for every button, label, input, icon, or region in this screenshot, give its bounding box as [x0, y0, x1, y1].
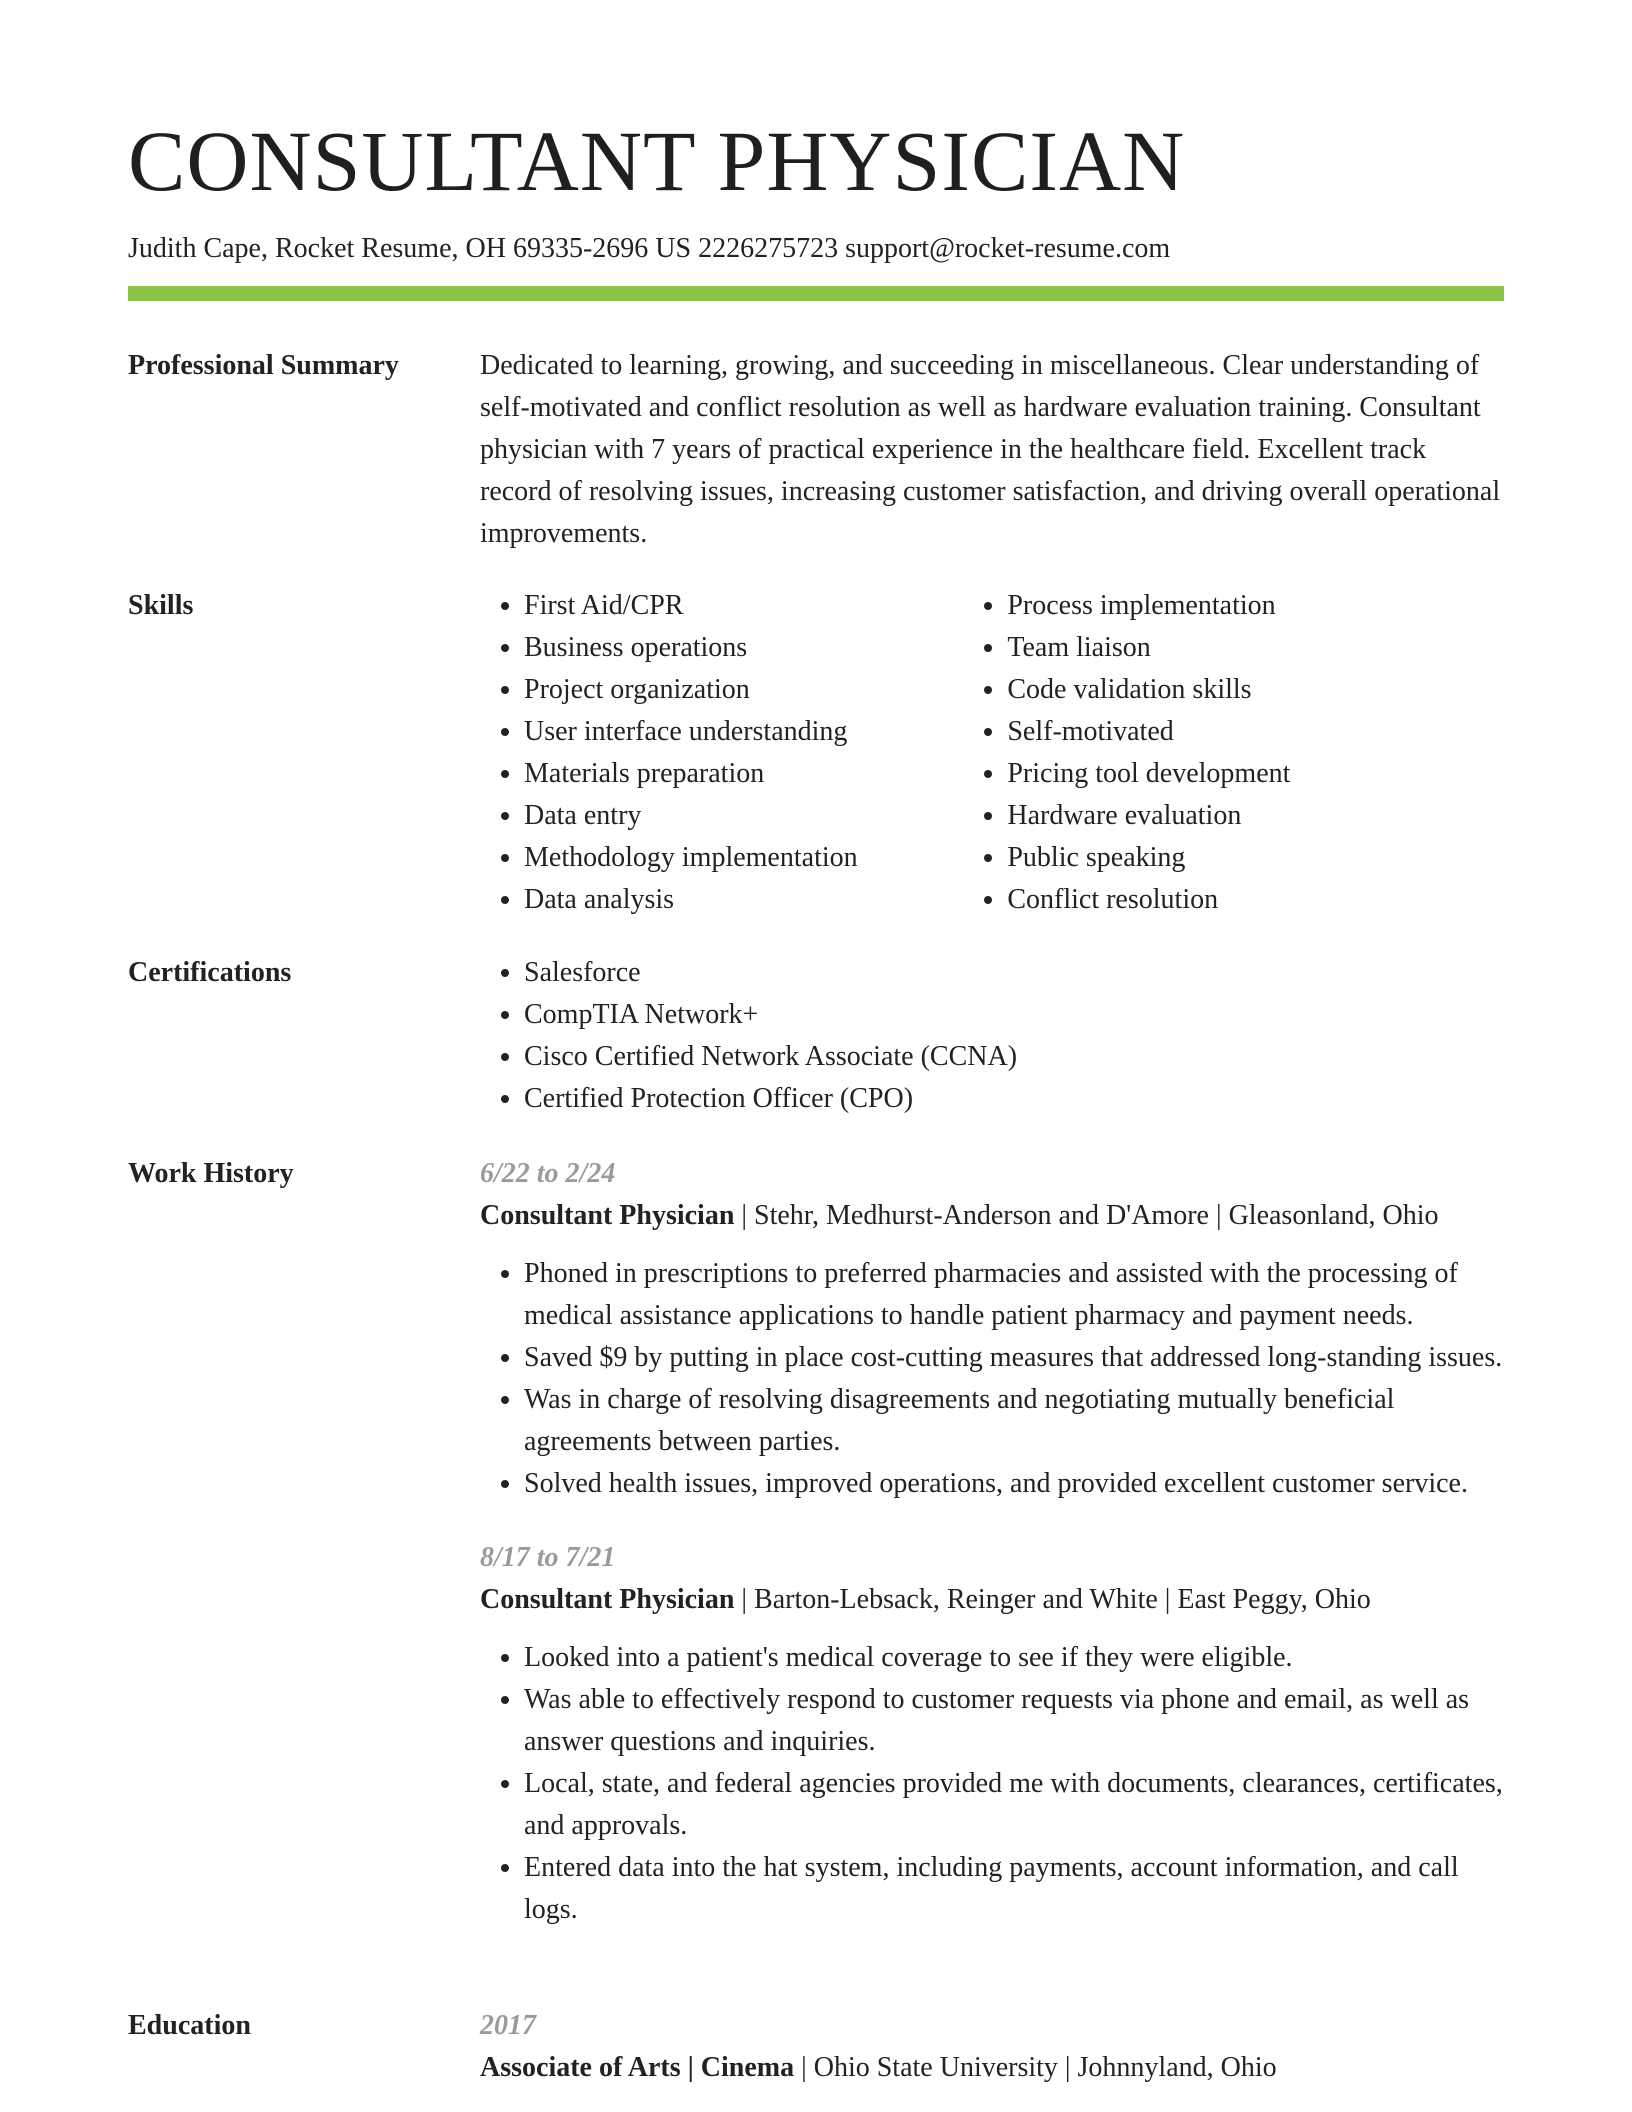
job-bullet-list	[480, 1637, 1504, 1931]
certification-item: • Cisco Certified Network Associate (CCNA)	[524, 1036, 1504, 1078]
job-dates: 8/17 to 7/21	[480, 1542, 616, 1573]
job-bullet: • Saved $9 by putting in place cost-cutting measures that addressed long-standing issues.	[524, 1337, 1504, 1379]
job-bullet: • Looked into a patient's medical coverage to see if they were eligible.	[524, 1637, 1504, 1679]
summary-body	[480, 345, 1504, 555]
job-entry	[480, 1537, 1504, 1931]
job-title: Consultant Physician	[480, 1584, 735, 1615]
skill-item: • Business operations	[524, 627, 963, 669]
skill-item: • Pricing tool development	[1007, 753, 1504, 795]
contact-line: Judith Cape, Rocket Resume, OH 69335-2696 US 2226275723 support@rocket-resume.com	[128, 233, 1171, 264]
job-entry	[480, 1153, 1504, 1505]
skill-item: • Code validation skills	[1007, 669, 1504, 711]
job-bullet: • Local, state, and federal agencies provided me with documents, clearances, certificates, and approvals.	[524, 1763, 1504, 1847]
education-degree-line	[480, 2047, 1504, 2089]
job-title: Consultant Physician	[480, 1200, 735, 1231]
certification-item: • Salesforce	[524, 952, 1504, 994]
skill-item: • Process implementation	[1007, 585, 1504, 627]
job-company-location: | Barton-Lebsack, Reinger and White | East Peggy, Ohio	[734, 1584, 1371, 1615]
job-bullet: • Was able to effectively respond to customer requests via phone and email, as well as answer questions and inquiries.	[524, 1679, 1504, 1763]
skill-item: • Public speaking	[1007, 837, 1504, 879]
education-degree: Associate of Arts | Cinema	[480, 2052, 795, 2083]
skill-item: • Materials preparation	[524, 753, 963, 795]
certification-item: • CompTIA Network+	[524, 994, 1504, 1036]
job-bullet: • Phoned in prescriptions to preferred pharmacies and assisted with the processing of medical assistance applications to handle patient pharmacy and payment needs.	[524, 1253, 1504, 1337]
education-year: 2017	[480, 2010, 536, 2041]
skills-list-right	[963, 585, 1504, 921]
section-label-professional-summary: Professional Summary	[128, 350, 399, 381]
skills-list-left	[480, 585, 963, 921]
header-divider	[128, 286, 1504, 301]
certifications-list	[480, 952, 1504, 1120]
education-school-location: | Ohio State University | Johnnyland, Ohio	[794, 2052, 1277, 2083]
skill-item: • First Aid/CPR	[524, 585, 963, 627]
skill-item: • Methodology implementation	[524, 837, 963, 879]
work-history-body	[480, 1153, 1504, 1931]
section-label-work-history: Work History	[128, 1158, 294, 1189]
job-company-location: | Stehr, Medhurst-Anderson and D'Amore | Gleasonland, Ohio	[734, 1200, 1439, 1231]
summary-text: Dedicated to learning, growing, and succeeding in miscellaneous. Clear understanding of self-motivated and conflict resolution as well as hardware evaluation training. Consultant physician with 7 years of practical experience in the healthcare field. Excellent track record of resolving issues, increasing customer satisfaction, and driving overall operational improvements.	[480, 350, 1501, 549]
skill-item: • Data analysis	[524, 879, 963, 921]
education-body	[480, 2005, 1504, 2089]
skill-item: • Project organization	[524, 669, 963, 711]
job-role-line	[480, 1195, 1504, 1237]
section-label-certifications: Certifications	[128, 957, 292, 988]
skill-item: • Self-motivated	[1007, 711, 1504, 753]
job-role-line	[480, 1579, 1504, 1621]
skills-body	[480, 585, 1504, 921]
job-bullet: • Entered data into the hat system, including payments, account information, and call logs.	[524, 1847, 1504, 1931]
job-bullet-list	[480, 1253, 1504, 1505]
section-label-education: Education	[128, 2010, 251, 2041]
skill-item: • User interface understanding	[524, 711, 963, 753]
section-label-skills: Skills	[128, 590, 194, 621]
skill-item: • Conflict resolution	[1007, 879, 1504, 921]
job-dates: 6/22 to 2/24	[480, 1158, 616, 1189]
page-title: CONSULTANT PHYSICIAN	[128, 113, 1186, 209]
skill-item: • Team liaison	[1007, 627, 1504, 669]
skill-item: • Data entry	[524, 795, 963, 837]
certifications-body	[480, 952, 1504, 1120]
certification-item: • Certified Protection Officer (CPO)	[524, 1078, 1504, 1120]
job-bullet: • Solved health issues, improved operations, and provided excellent customer service.	[524, 1463, 1504, 1505]
job-spacer	[480, 1505, 1504, 1537]
skill-item: • Hardware evaluation	[1007, 795, 1504, 837]
job-bullet: • Was in charge of resolving disagreements and negotiating mutually beneficial agreements between parties.	[524, 1379, 1504, 1463]
